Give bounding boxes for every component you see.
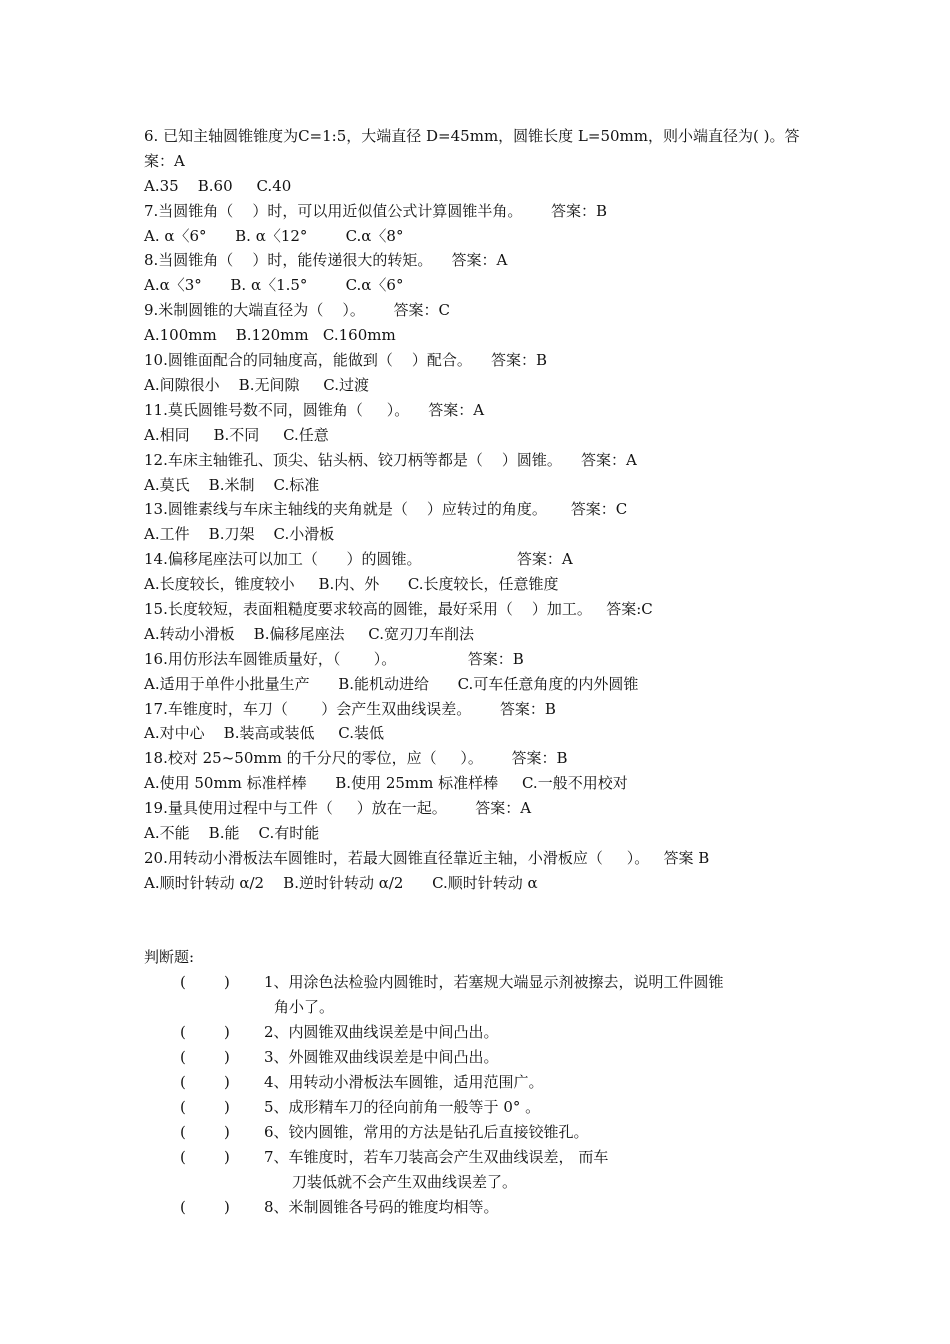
answer-blank: ( ) <box>180 1123 230 1141</box>
answer-blank: ( ) <box>180 1098 230 1116</box>
question-options: A.适用于单件小批量生产 B.能机动进给 C.可车任意角度的内外圆锥 <box>144 674 639 693</box>
question-options: A.顺时针转动 α/2 B.逆时针转动 α/2 C.顺时针转动 α <box>144 873 538 892</box>
judgment-statement: 6、铰内圆锥，常用的方法是钻孔后直接铰锥孔。 <box>264 1123 589 1141</box>
question-text: 6. 已知主轴圆锥锥度为C=1:5，大端直径 D=45mm，圆锥长度 L=50mm，则小端直径为( )。答案：A <box>144 127 800 170</box>
question-text: 7.当圆锥角（ ）时，可以用近似值公式计算圆锥半角。 答案：B <box>144 201 608 220</box>
judgment-text <box>264 1045 824 1070</box>
question-text: 13.圆锥素线与车床主轴线的夹角就是（ ）应转过的角度。 答案：C <box>144 500 628 519</box>
judgment-statement: 7、车锥度时，若车刀装高会产生双曲线误差， 而车 <box>264 1148 609 1166</box>
judgment-item <box>144 970 824 1020</box>
question-text: 8.当圆锥角（ ）时，能传递很大的转矩。 答案：A <box>144 251 508 270</box>
judgment-text <box>264 1020 824 1045</box>
judgment-text <box>264 1195 824 1220</box>
multiple-choice-section <box>144 124 824 896</box>
question-options: A.转动小滑板 B.偏移尾座法 C.宽刃刀车削法 <box>144 624 475 643</box>
judgment-continuation: 角小了。 <box>274 998 335 1016</box>
true-false-section <box>144 945 824 1220</box>
judgment-continuation: 刀装低就不会产生双曲线误差了。 <box>292 1173 518 1191</box>
question-text: 19.量具使用过程中与工件（ ）放在一起。 答案：A <box>144 799 532 818</box>
question-text: 15.长度较短，表面粗糙度要求较高的圆锥，最好采用（ ）加工。 答案:C <box>144 599 653 618</box>
judgment-statement: 2、内圆锥双曲线误差是中间凸出。 <box>264 1023 499 1041</box>
question-text: 9.米制圆锥的大端直径为（ ）。 答案：C <box>144 301 450 320</box>
question-options: A.间隙很小 B.无间隙 C.过渡 <box>144 375 370 394</box>
judgment-statement: 5、成形精车刀的径向前角一般等于 0° 。 <box>264 1098 541 1116</box>
question-text: 14.偏移尾座法可以加工（ ）的圆锥。 答案：A <box>144 550 573 569</box>
question-options: A.α〈3° B. α〈1.5° C.α〈6° <box>144 276 404 295</box>
question-options: A.莫氏 B.米制 C.标准 <box>144 475 320 494</box>
judgment-statement: 8、米制圆锥各号码的锥度均相等。 <box>264 1198 499 1216</box>
judgment-statement: 4、用转动小滑板法车圆锥，适用范围广。 <box>264 1073 544 1091</box>
judgment-item <box>144 1020 824 1045</box>
judgment-item <box>144 1120 824 1145</box>
question-options: A.不能 B.能 C.有时能 <box>144 823 320 842</box>
question-text: 12.车床主轴锥孔、顶尖、钻头柄、铰刀柄等都是（ ）圆锥。 答案：A <box>144 450 637 469</box>
question-text: 16.用仿形法车圆锥质量好，（ ）。 答案：B <box>144 649 524 668</box>
answer-blank: ( ) <box>180 1073 230 1091</box>
judgment-statement: 1、用涂色法检验内圆锥时，若塞规大端显示剂被擦去，说明工件圆锥 <box>264 973 724 991</box>
question-options: A.相同 B.不同 C.任意 <box>144 425 329 444</box>
judgment-text <box>264 970 824 1020</box>
judgment-text <box>264 1145 824 1195</box>
question-text: 20.用转动小滑板法车圆锥时，若最大圆锥直径靠近主轴，小滑板应（ ）。 答案 B <box>144 848 710 867</box>
question-options: A.使用 50mm 标准样棒 B.使用 25mm 标准样棒 C.一般不用校对 <box>144 774 628 793</box>
section-title: 判断题: <box>144 948 195 966</box>
question-text: 11.莫氏圆锥号数不同，圆锥角（ ）。 答案：A <box>144 400 485 419</box>
answer-blank: ( ) <box>180 1148 230 1166</box>
judgment-statement: 3、外圆锥双曲线误差是中间凸出。 <box>264 1048 499 1066</box>
answer-blank: ( ) <box>180 1198 230 1216</box>
question-options: A. α〈6° B. α〈12° C.α〈8° <box>144 226 404 245</box>
judgment-item <box>144 1070 824 1095</box>
answer-blank: ( ) <box>180 1023 230 1041</box>
question-options: A.长度较长，锥度较小 B.内、外 C.长度较长，任意锥度 <box>144 575 559 594</box>
question-options: A.35 B.60 C.40 <box>144 176 292 195</box>
question-options: A.工件 B.刀架 C.小滑板 <box>144 525 335 544</box>
question-options: A.100mm B.120mm C.160mm <box>144 326 396 345</box>
question-text: 17.车锥度时，车刀（ ）会产生双曲线误差。 答案：B <box>144 699 556 718</box>
judgment-item <box>144 1045 824 1070</box>
question-options: A.对中心 B.装高或装低 C.装低 <box>144 724 385 743</box>
answer-blank: ( ) <box>180 1048 230 1066</box>
judgment-text <box>264 1095 824 1120</box>
judgment-item <box>144 1145 824 1195</box>
judgment-item <box>144 1095 824 1120</box>
judgment-text <box>264 1070 824 1095</box>
answer-blank: ( ) <box>180 973 230 991</box>
judgment-item <box>144 1195 824 1220</box>
question-text: 10.圆锥面配合的同轴度高，能做到（ ）配合。 答案：B <box>144 351 548 370</box>
judgment-text <box>264 1120 824 1145</box>
question-text: 18.校对 25~50mm 的千分尺的零位，应（ ）。 答案：B <box>144 749 568 768</box>
